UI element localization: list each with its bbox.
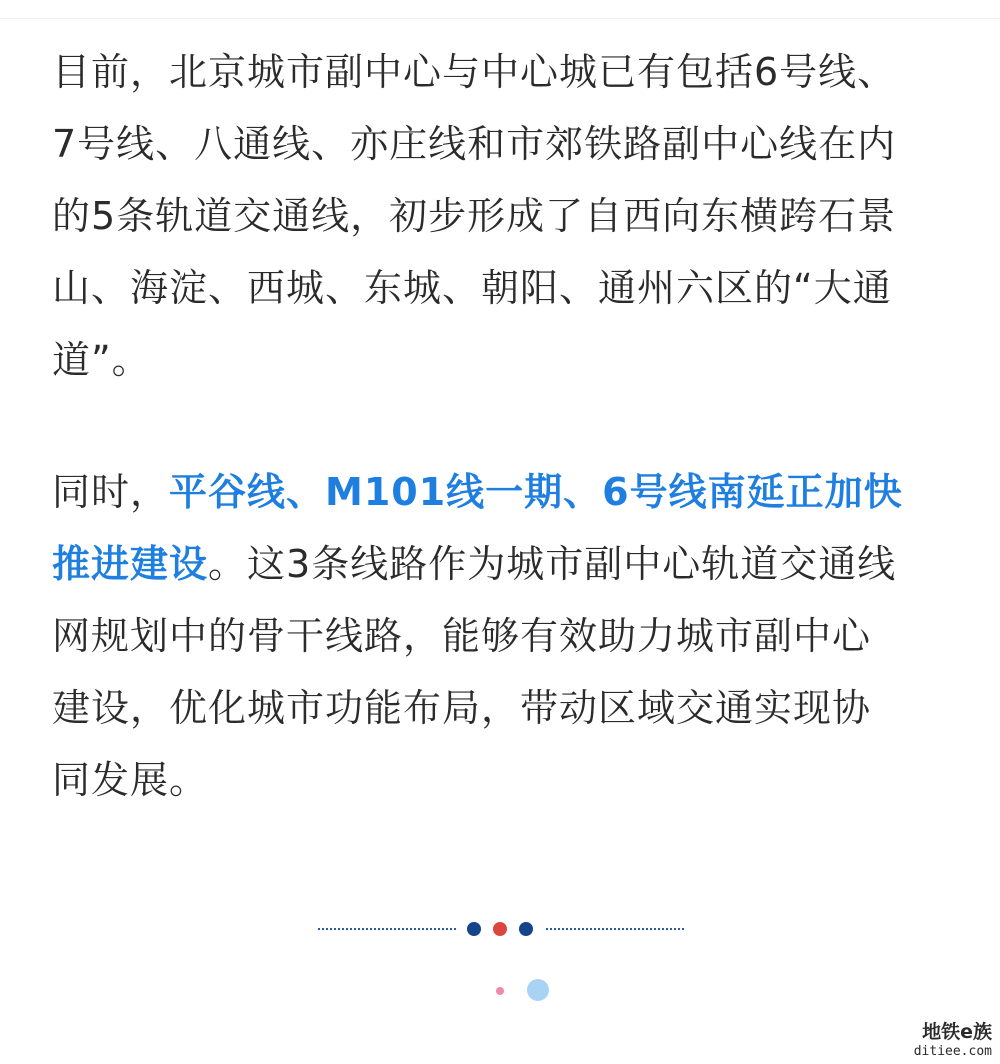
paragraph-new-lines: [52, 456, 952, 816]
paragraph-line: 同发展。: [52, 758, 209, 802]
watermark-domain: ditiee.com: [913, 1044, 992, 1059]
paragraph-line: 网规划中的骨干线路，能够有效助力城市副中心: [52, 614, 872, 658]
paragraph-line: 道”。: [52, 338, 151, 382]
highlighted-text: 平谷线、M101线一期、6号线南延正加快: [169, 470, 903, 514]
paragraph-line: 目前，北京城市副中心与中心城已有包括6号线、: [52, 50, 897, 94]
large-blue-circle-icon: [527, 979, 549, 1001]
watermark-title: 地铁e族: [922, 1021, 992, 1043]
dot-icon-blue: [467, 922, 481, 936]
paragraph-text: 。这3条线路作为城市副中心轨道交通线: [208, 542, 897, 586]
dot-icon-red: [493, 922, 507, 936]
watermark: [914, 1020, 992, 1060]
highlighted-text: 推进建设: [52, 542, 209, 586]
paragraph-line: 7号线、八通线、亦庄线和市郊铁路副中心线在内: [52, 122, 897, 166]
dotted-line-right: [546, 928, 684, 930]
paragraph-line: 山、海淀、西城、东城、朝阳、通州六区的“大通: [52, 266, 892, 310]
dot-icon-blue: [519, 922, 533, 936]
decorative-divider: [0, 920, 1000, 938]
top-divider: [0, 18, 1000, 19]
paragraph-line: 建设，优化城市功能布局，带动区域交通实现协: [52, 686, 872, 730]
small-pink-circle-icon: [496, 987, 504, 995]
paragraph-current-lines: [52, 36, 952, 396]
paragraph-line: 的5条轨道交通线，初步形成了自西向东横跨石景: [52, 194, 897, 238]
paragraph-text: 同时，: [52, 470, 170, 514]
paragraph-line: [52, 528, 952, 600]
dotted-line-left: [318, 928, 456, 930]
paragraph-line: [52, 456, 952, 528]
